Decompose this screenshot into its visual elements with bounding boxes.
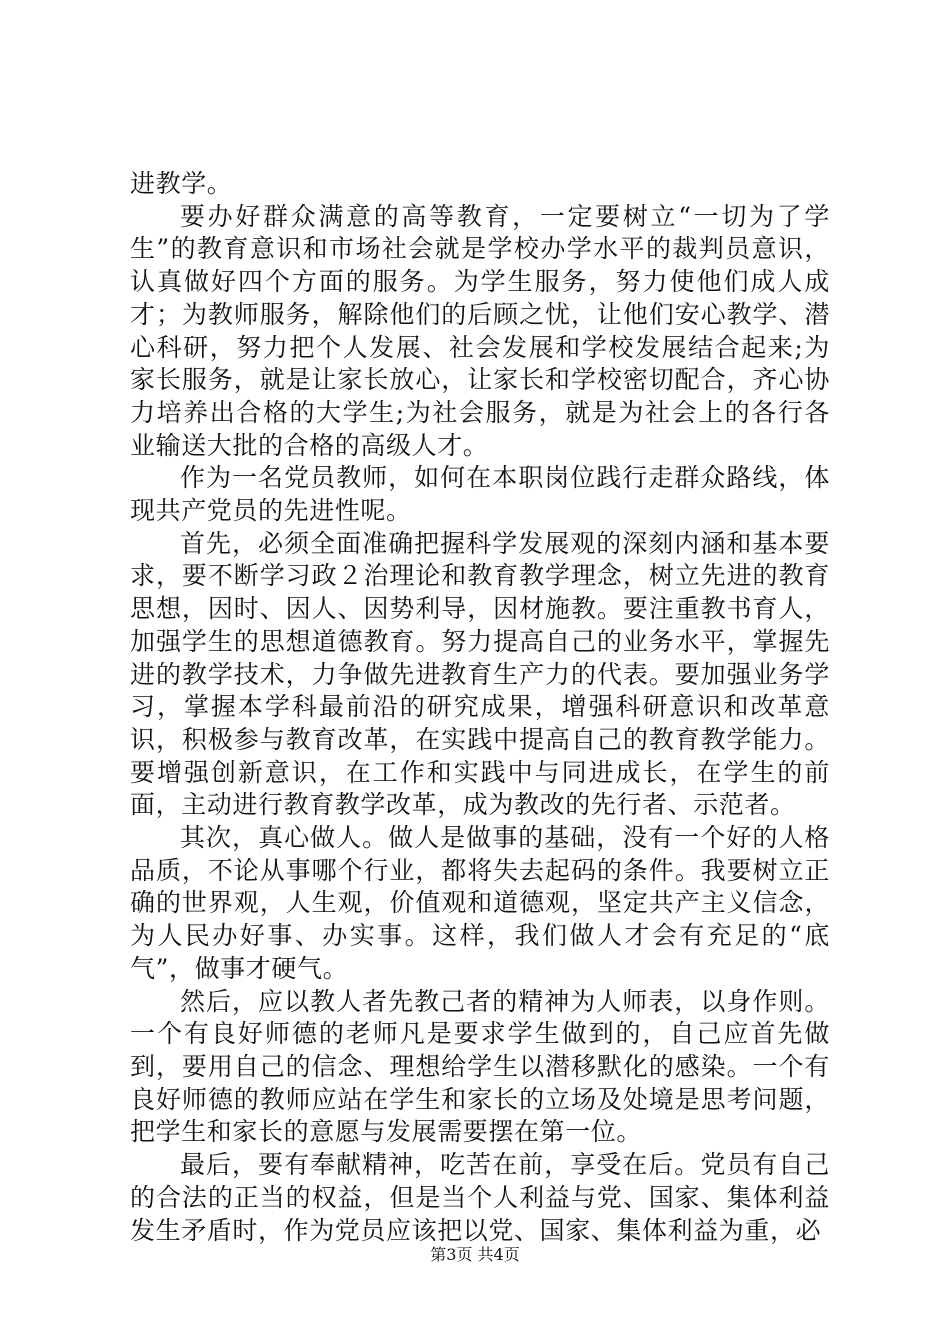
paragraph-question: 作为一名党员教师，如何在本职岗位践行走群众路线，体现共产党员的先进性呢。 — [130, 463, 830, 526]
paragraph-last: 最后，要有奉献精神，吃苦在前，享受在后。党员有自己的合法的正当的权益，但是当个人利益与党、国家、集体利益发生矛盾时，作为党员应该把以党、国家、集体利益为重，必 — [130, 1150, 830, 1245]
paragraph-second: 其次，真心做人。做人是做事的基础，没有一个好的人格品质，不论从事哪个行业，都将失去起码的条件。我要树立正确的世界观，人生观，价值观和道德观，坚定共产主义信念，为人民办好事、办实事。这样，我们做人才会有充足的“底气”，做事才硬气。 — [130, 823, 830, 983]
paragraph-first: 首先，必须全面准确把握科学发展观的深刻内涵和基本要求，要不断学习政２治理论和教育教学理念，树立先进的教育思想，因时、因人、因势利导，因材施教。要注重教书育人，加强学生的思想道德教育。努力提高自己的业务水平，掌握先进的教学技术，力争做先进教育生产力的代表。要加强业务学习，掌握本学科最前沿的研究成果，增强科研意识和改革意识，积极参与教育改革，在实践中提高自己的教育教学能力。要增强创新意识，在工作和实践中与同进成长，在学生的前面，主动进行教育教学改革，成为教改的先行者、示范者。 — [130, 528, 830, 820]
paragraph-continuation: 进教学。 — [130, 169, 233, 198]
paragraph-service: 要办好群众满意的高等教育，一定要树立“一切为了学生”的教育意识和市场社会就是学校办学水平的裁判员意识，认真做好四个方面的服务。为学生服务，努力使他们成人成才；为教师服务，解除他们的后顾之忧，让他们安心教学、潜心科研，努力把个人发展、社会发展和学校发展结合起来;为家长服务，就是让家长放心，让家长和学校密切配合，齐心协力培养出合格的大学生;为社会服务，就是为社会上的各行各业输送大批的合格的高级人才。 — [130, 201, 830, 460]
paragraph-third: 然后，应以教人者先教己者的精神为人师表，以身作则。一个有良好师德的老师凡是要求学生做到的，自己应首先做到，要用自己的信念、理想给学生以潜移默化的感染。一个有良好师德的教师应站在学生和家长的立场及处境是思考问题，把学生和家长的意愿与发展需要摆在第一位。 — [130, 986, 830, 1147]
page-footer: 第3页 共4页 — [430, 1245, 520, 1264]
document-body — [130, 168, 830, 1247]
